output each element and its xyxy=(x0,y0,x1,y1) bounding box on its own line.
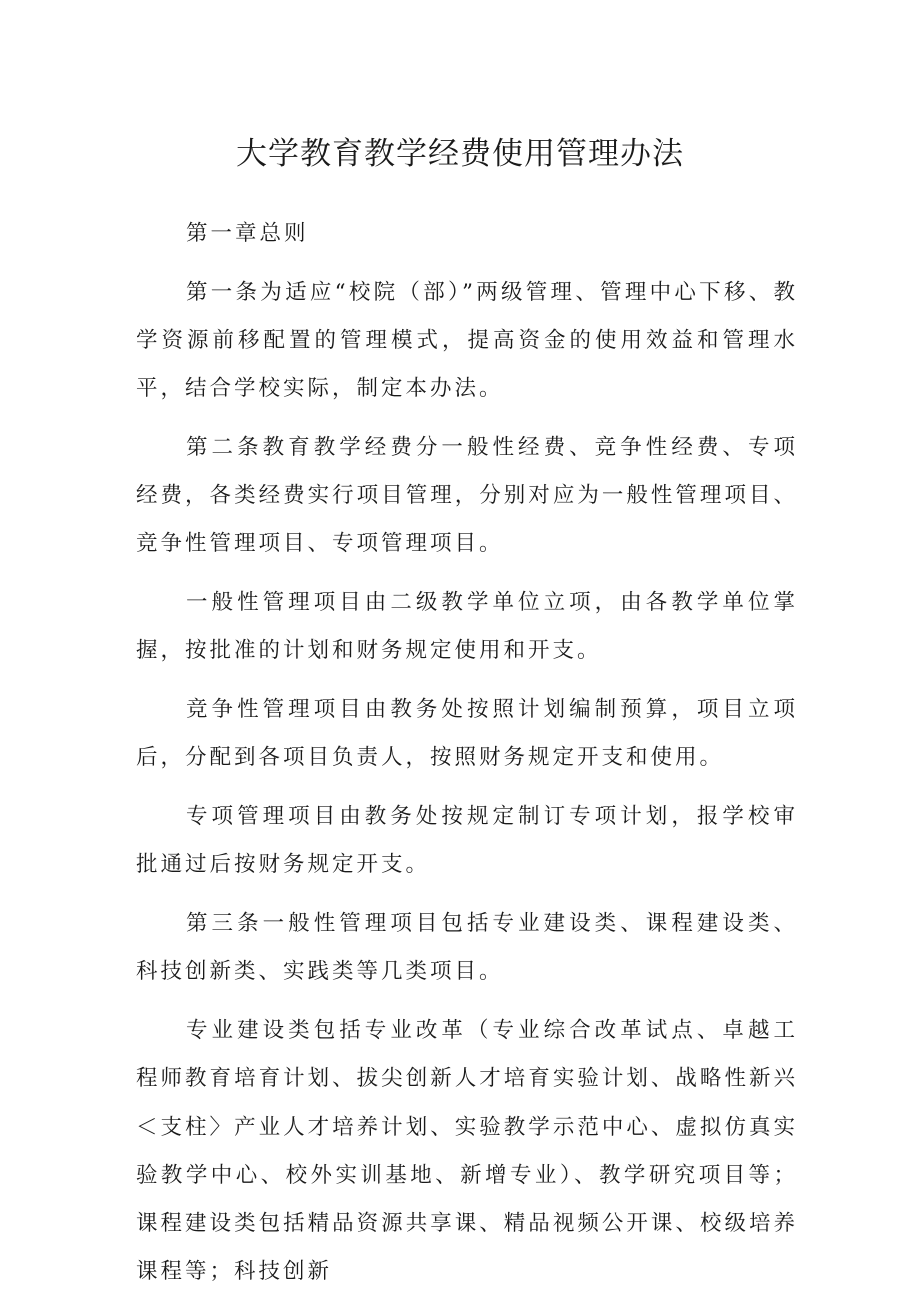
article-1-paragraph: 第一条为适应“校院（部）”两级管理、管理中心下移、教学资源前移配置的管理模式，提高资金的使用效益和管理水平，结合学校实际，制定本办法。 xyxy=(136,279,798,402)
special-project-paragraph: 专项管理项目由教务处按规定制订专项计划，报学校审批通过后按财务规定开支。 xyxy=(136,804,798,878)
article-2-paragraph: 第二条教育教学经费分一般性经费、竞争性经费、专项经费，各类经费实行项目管理，分别对应为一般性管理项目、竞争性管理项目、专项管理项目。 xyxy=(136,435,798,557)
general-project-paragraph: 一般性管理项目由二级教学单位立项，由各教学单位掌握，按批准的计划和财务规定使用和开支。 xyxy=(136,590,798,664)
article-3-paragraph: 第三条一般性管理项目包括专业建设类、课程建设类、科技创新类、实践类等几类项目。 xyxy=(136,911,798,985)
competitive-project-paragraph: 竞争性管理项目由教务处按照计划编制预算，项目立项后，分配到各项目负责人，按照财务规定开支和使用。 xyxy=(136,697,798,771)
chapter-heading: 第一章总则 xyxy=(186,221,309,246)
specialty-construction-paragraph: 专业建设类包括专业改革（专业综合改革试点、卓越工程师教育培育计划、拔尖创新人才培育实验计划、战略性新兴＜支柱〉产业人才培养计划、实验教学示范中心、虚拟仿真实验教学中心、校外实训基地、新增专业）、教学研究项目等；课程建设类包括精品资源共享课、精品视频公开课、校级培养课程等；科技创新 xyxy=(136,1018,798,1285)
document-body xyxy=(136,210,798,1307)
document-title: 大学教育教学经费使用管理办法 xyxy=(236,136,684,172)
